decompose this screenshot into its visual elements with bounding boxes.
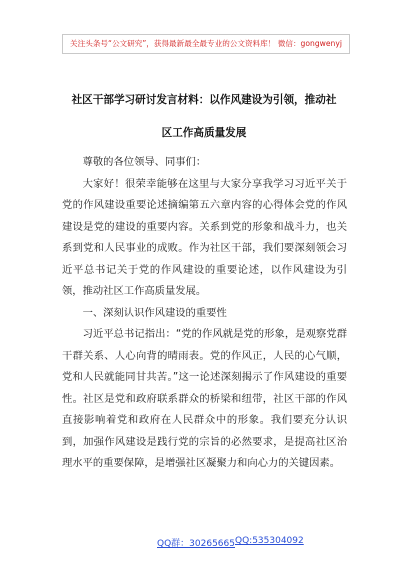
salutation: 尊敬的各位领导、同事们： (82, 156, 207, 168)
document-title-line-2: 区工作高质量发展 (161, 127, 247, 139)
paragraph-intro: 大家好！很荣幸能够在这里与大家分享我学习习近平关于党的作风建设重要论述摘编第五六章内容的心得体会党的作风建设是党的建设的重要内容。关系到党的形象和战斗力，也关系到党和人民事业的成败。作为社区干部，我们要深刻领会习近平总书记关于党的作风建设的重要论述，以作风建设为引领，推动社区工作高质量发展。 (62, 177, 347, 297)
header-banner[interactable]: 关注头条号“公文研究”，获得最新最全最专业的公文资料库！ 微信：gongwenyj (62, 34, 350, 54)
document-title-line-1: 社区干部学习研讨发言材料：以作风建设为引领，推动社 (71, 94, 337, 106)
footer-qq-group-link[interactable]: QQ群：30265665 (157, 539, 235, 549)
section-heading: 一、深刻认识作风建设的重要性 (82, 306, 227, 319)
document-body (62, 152, 347, 475)
paragraph-section-1: 习近平总书记指出：“党的作风就是党的形象，是观察党群干群关系、人心向背的晴雨表。党的作风正，人民的心气顺，党和人民就能同甘共苦。”这一论述深刻揭示了作风建设的重要性。社区是党和政府联系群众的桥梁和纽带，社区干部的作风直接影响着党和政府在人民群众中的形象。我们要充分认识到，加强作风建设是践行党的宗旨的必然要求，是提高社区治理水平的重要保障，是增强社区凝聚力和向心力的关键因素。 (62, 328, 347, 469)
footer (0, 536, 408, 554)
footer-qq-contact-link[interactable]: QQ:535304092 (235, 536, 304, 546)
